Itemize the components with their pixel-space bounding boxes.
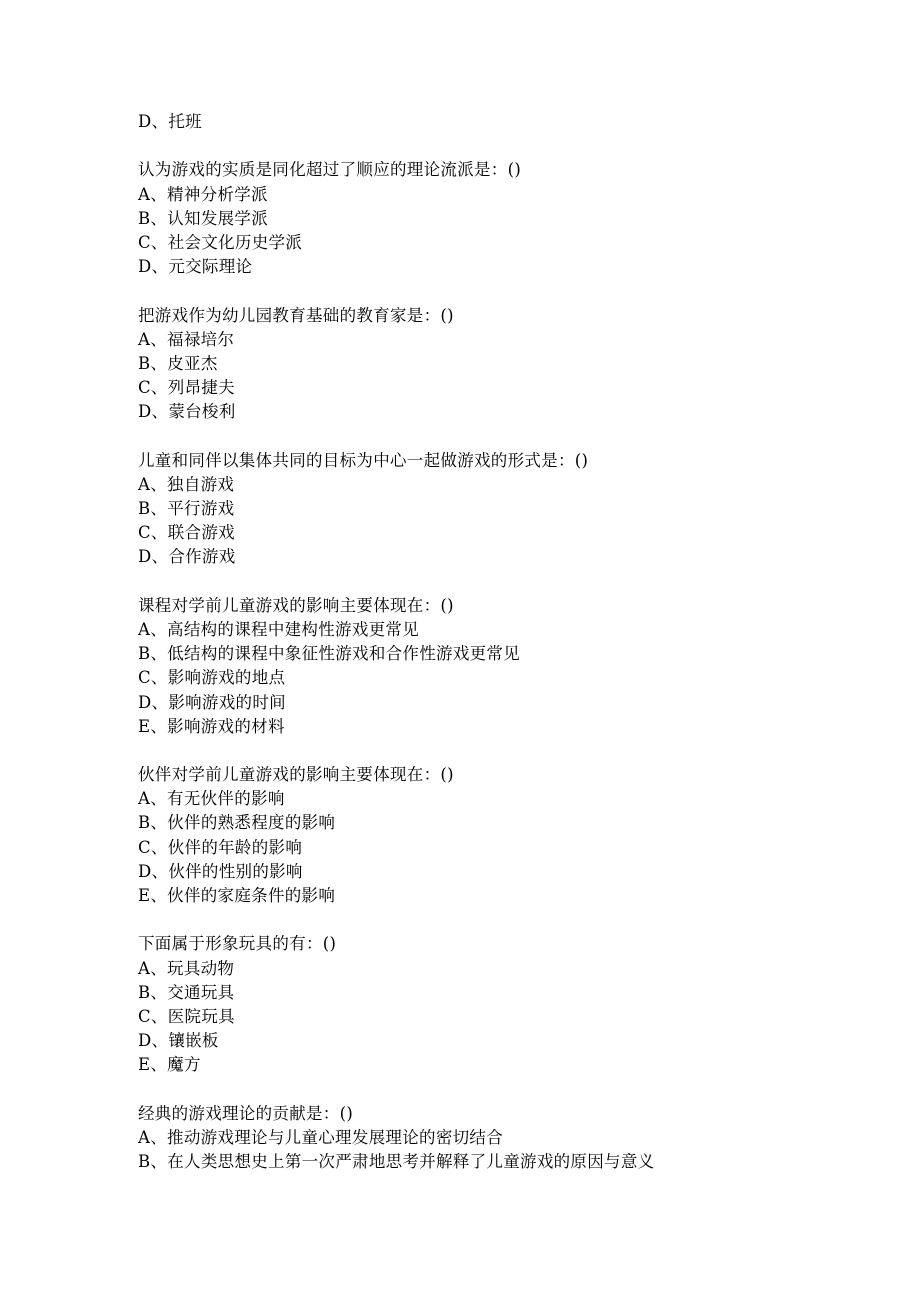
question-block	[138, 1102, 858, 1175]
question-option: B、在人类思想史上第一次严肃地思考并解释了儿童游戏的原因与意义	[138, 1152, 655, 1172]
question-option: A、精神分析学派	[138, 184, 268, 204]
question-block	[138, 932, 858, 1077]
question-option: A、福禄培尔	[138, 329, 235, 349]
question-option: B、伙伴的熟悉程度的影响	[138, 813, 336, 833]
question-option: A、独自游戏	[138, 474, 235, 494]
question-option: E、伙伴的家庭条件的影响	[138, 886, 336, 905]
spacer	[138, 279, 858, 303]
question-stem: 儿童和同伴以集体共同的目标为中心一起做游戏的形式是：()	[138, 450, 589, 470]
question-option: A、有无伙伴的影响	[138, 789, 285, 809]
question-option: D、镶嵌板	[138, 1031, 219, 1051]
question-stem: 把游戏作为幼儿园教育基础的教育家是：()	[138, 305, 454, 325]
question-option: E、魔方	[138, 1055, 201, 1075]
question-stem: 经典的游戏理论的贡献是：()	[138, 1103, 354, 1123]
question-option: E、影响游戏的材料	[138, 716, 285, 736]
question-option: D、蒙台梭利	[138, 402, 236, 422]
question-option: B、平行游戏	[138, 499, 235, 518]
question-stem: 课程对学前儿童游戏的影响主要体现在：()	[138, 595, 454, 615]
spacer	[138, 134, 858, 158]
question-option: B、皮亚杰	[138, 353, 218, 373]
question-option: C、伙伴的年龄的影响	[138, 837, 303, 857]
question-option: C、影响游戏的地点	[138, 668, 286, 688]
question-option: C、联合游戏	[138, 523, 235, 543]
question-option: D、影响游戏的时间	[138, 692, 286, 712]
question-option: B、交通玩具	[138, 982, 235, 1002]
spacer	[138, 1078, 858, 1102]
question-block	[138, 158, 858, 279]
question-block	[138, 304, 858, 425]
question-option: A、推动游戏理论与儿童心理发展理论的密切结合	[138, 1127, 504, 1147]
question-option: D、元交际理论	[138, 257, 253, 277]
spacer	[138, 908, 858, 932]
question-stem: 认为游戏的实质是同化超过了顺应的理论流派是：()	[138, 160, 522, 180]
question-option: B、低结构的课程中象征性游戏和合作性游戏更常见	[138, 644, 521, 664]
spacer	[138, 570, 858, 594]
document-body	[138, 110, 858, 1174]
question-option: C、社会文化历史学派	[138, 232, 303, 252]
leading-option: D、托班	[138, 112, 202, 131]
question-option: A、玩具动物	[138, 958, 235, 978]
question-option: D、伙伴的性别的影响	[138, 861, 303, 881]
question-block	[138, 763, 858, 908]
question-stem: 伙伴对学前儿童游戏的影响主要体现在：()	[138, 765, 454, 785]
question-option: C、列昂捷夫	[138, 378, 235, 398]
question-option: B、认知发展学派	[138, 208, 269, 228]
question-stem: 下面属于形象玩具的有：()	[138, 934, 337, 954]
question-option: D、合作游戏	[138, 547, 236, 567]
spacer	[138, 739, 858, 763]
question-option: C、医院玩具	[138, 1006, 235, 1026]
question-block	[138, 594, 858, 739]
question-block	[138, 449, 858, 570]
spacer	[138, 424, 858, 448]
question-option: A、高结构的课程中建构性游戏更常见	[138, 619, 420, 639]
